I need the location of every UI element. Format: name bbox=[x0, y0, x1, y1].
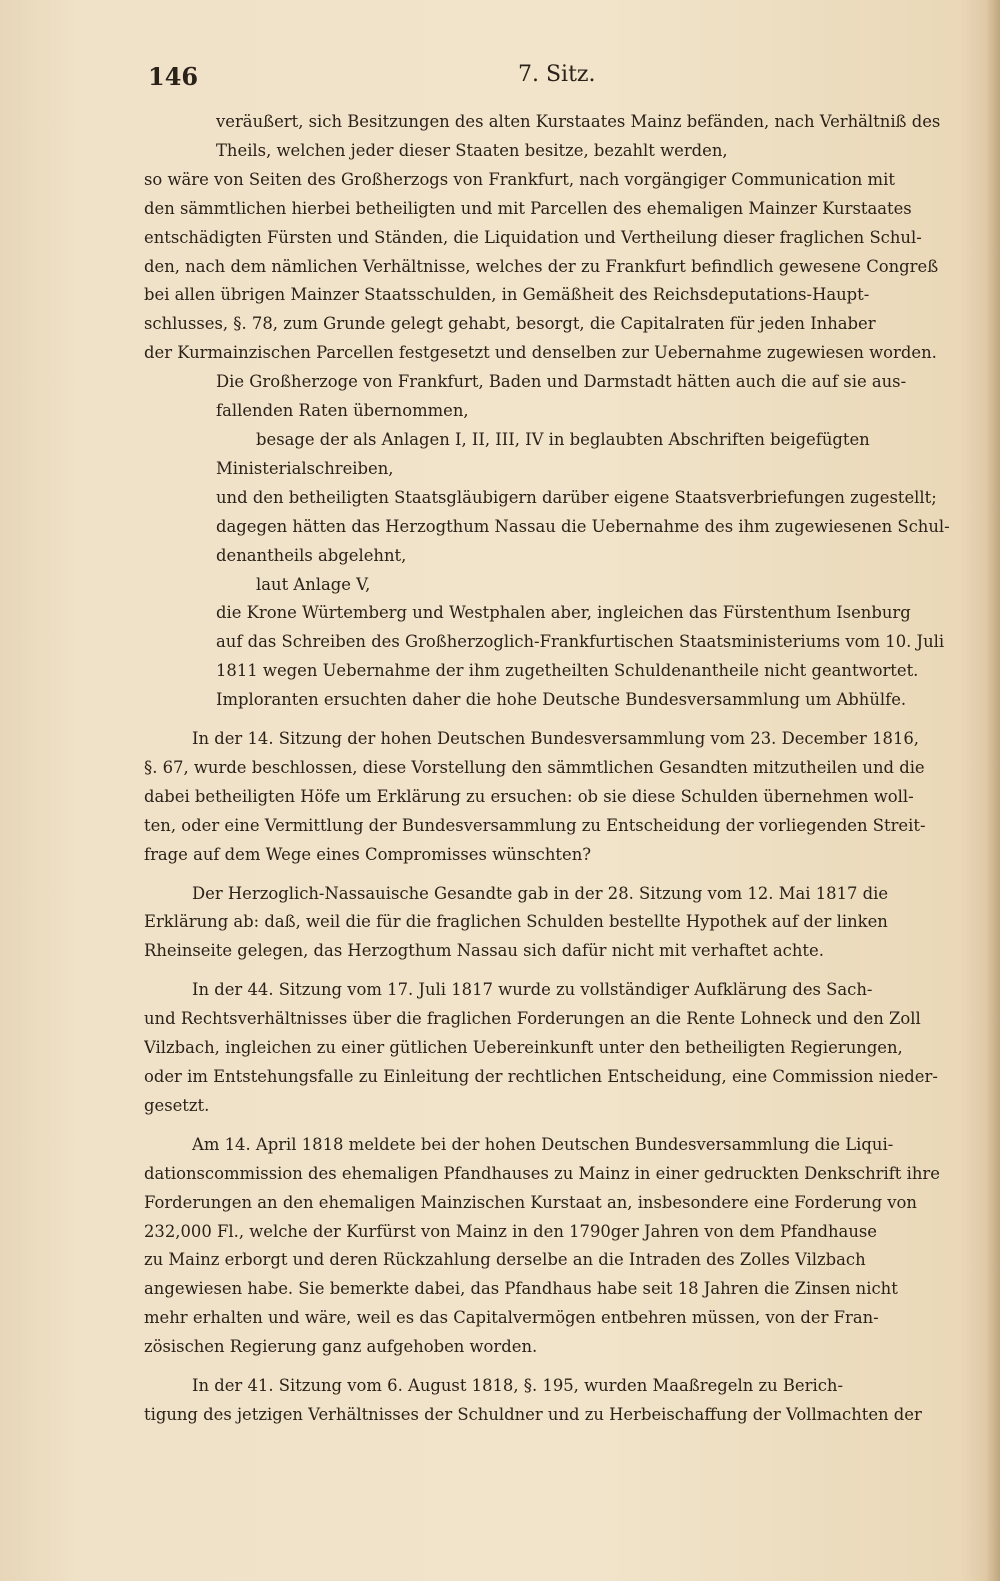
text-line: frage auf dem Wege eines Compromisses wünschten? bbox=[144, 844, 592, 864]
paragraph-gap bbox=[144, 1121, 970, 1131]
text-line: und den betheiligten Staatsgläubigern darüber eigene Staatsverbriefungen zugestellt; bbox=[216, 487, 937, 507]
text-line: mehr erhalten und wäre, weil es das Capitalvermögen entbehren müssen, von der Fran- bbox=[144, 1308, 879, 1328]
text-line: entschädigten Fürsten und Ständen, die Liquidation und Vertheilung dieser fraglichen Schul- bbox=[144, 227, 922, 247]
text-line: 1811 wegen Uebernahme der ihm zugetheilten Schuldenantheile nicht geantwortet. bbox=[216, 661, 919, 681]
text-line: Erklärung ab: daß, weil die für die fraglichen Schulden bestellte Hypothek auf der linken bbox=[144, 912, 888, 932]
text-line: zu Mainz erborgt und deren Rückzahlung derselbe an die Intraden des Zolles Vilzbach bbox=[144, 1250, 866, 1270]
paragraph-gap bbox=[144, 966, 970, 976]
text-line: Vilzbach, ingleichen zu einer gütlichen Uebereinkunft unter den betheiligten Regierungen, bbox=[144, 1038, 903, 1058]
text-line: dagegen hätten das Herzogthum Nassau die Uebernahme des ihm zugewiesenen Schul- bbox=[216, 516, 950, 536]
page-number: 146 bbox=[148, 62, 199, 91]
text-line: 232,000 Fl., welche der Kurfürst von Mainz in den 1790ger Jahren von dem Pfandhause bbox=[144, 1221, 877, 1241]
page-header bbox=[148, 62, 818, 98]
paragraph-gap bbox=[144, 1362, 970, 1372]
text-line: zösischen Regierung ganz aufgehoben worden. bbox=[144, 1337, 538, 1357]
text-line: denantheils abgelehnt, bbox=[216, 545, 407, 565]
running-head: 7. Sitz. bbox=[518, 62, 596, 87]
text-line: dabei betheiligten Höfe um Erklärung zu ersuchen: ob sie diese Schulden übernehmen woll- bbox=[144, 786, 914, 806]
text-line: gesetzt. bbox=[144, 1095, 210, 1115]
text-line: veräußert, sich Besitzungen des alten Kurstaates Mainz befänden, nach Verhältniß des bbox=[216, 112, 941, 131]
text-line: besage der als Anlagen I, II, III, IV in beglaubten Abschriften beigefügten bbox=[256, 429, 870, 449]
text-line: die Krone Würtemberg und Westphalen aber, ingleichen das Fürstenthum Isenburg bbox=[216, 603, 911, 623]
text-line: so wäre von Seiten des Großherzogs von Frankfurt, nach vorgängiger Communication mit bbox=[144, 169, 895, 189]
text-line: Ministerialschreiben, bbox=[216, 458, 394, 478]
text-line: §. 67, wurde beschlossen, diese Vorstellung den sämmtlichen Gesandten mitzutheilen und die bbox=[144, 757, 925, 777]
text-line: bei allen übrigen Mainzer Staatsschulden, in Gemäßheit des Reichsdeputations-Haupt- bbox=[144, 285, 870, 305]
paragraph-gap bbox=[144, 870, 970, 880]
text-line: Theils, welchen jeder dieser Staaten besitze, bezahlt werden, bbox=[216, 140, 728, 160]
paragraph-gap bbox=[144, 715, 970, 725]
text-line: ten, oder eine Vermittlung der Bundesversammlung zu Entscheidung der vorliegenden Streit- bbox=[144, 815, 926, 835]
text-line: In der 44. Sitzung vom 17. Juli 1817 wurde zu vollständiger Aufklärung des Sach- bbox=[192, 980, 873, 1000]
text-line: den sämmtlichen hierbei betheiligten und mit Parcellen des ehemaligen Mainzer Kurstaates bbox=[144, 198, 912, 218]
text-line: und Rechtsverhältnisses über die fraglichen Forderungen an die Rente Lohneck und den Zoll bbox=[144, 1009, 921, 1029]
text-line: der Kurmainzischen Parcellen festgesetzt und denselben zur Uebernahme zugewiesen worden. bbox=[144, 343, 937, 363]
text-line: den, nach dem nämlichen Verhältnisse, welches der zu Frankfurt befindlich gewesene Congreß bbox=[144, 256, 939, 276]
text-line: Der Herzoglich-Nassauische Gesandte gab in der 28. Sitzung vom 12. Mai 1817 die bbox=[192, 883, 889, 903]
text-line: fallenden Raten übernommen, bbox=[216, 401, 469, 421]
text-line: Forderungen an den ehemaligen Mainzischen Kurstaat an, insbesondere eine Forderung von bbox=[144, 1192, 917, 1212]
text-line: oder im Entstehungsfalle zu Einleitung der rechtlichen Entscheidung, eine Commission nieder- bbox=[144, 1067, 938, 1086]
text-line: dationscommission des ehemaligen Pfandhauses zu Mainz in einer gedruckten Denkschrift ihre bbox=[144, 1163, 940, 1183]
text-line: In der 41. Sitzung vom 6. August 1818, §. 195, wurden Maaßregeln zu Berich- bbox=[192, 1376, 843, 1396]
text-line: Die Großherzoge von Frankfurt, Baden und Darmstadt hätten auch die auf sie aus- bbox=[216, 372, 907, 392]
text-line: tigung des jetzigen Verhältnisses der Schuldner und zu Herbeischaffung der Vollmachten der bbox=[144, 1404, 922, 1424]
text-line: angewiesen habe. Sie bemerkte dabei, das Pfandhaus habe seit 18 Jahren die Zinsen nicht bbox=[144, 1279, 898, 1299]
text-line: Am 14. April 1818 meldete bei der hohen Deutschen Bundesversammlung die Liqui- bbox=[192, 1134, 894, 1154]
text-line: auf das Schreiben des Großherzoglich-Frankfurtischen Staatsministeriums vom 10. Juli bbox=[216, 632, 945, 652]
text-line: In der 14. Sitzung der hohen Deutschen Bundesversammlung vom 23. December 1816, bbox=[192, 729, 920, 749]
text-line: Imploranten ersuchten daher die hohe Deutsche Bundesversammlung um Abhülfe. bbox=[216, 690, 907, 710]
body-text bbox=[144, 108, 970, 1430]
text-line: schlusses, §. 78, zum Grunde gelegt gehabt, besorgt, die Capitalraten für jeden Inhaber bbox=[144, 314, 876, 334]
text-line: laut Anlage V, bbox=[256, 574, 371, 594]
text-line: Rheinseite gelegen, das Herzogthum Nassau sich dafür nicht mit verhaftet achte. bbox=[144, 941, 824, 961]
